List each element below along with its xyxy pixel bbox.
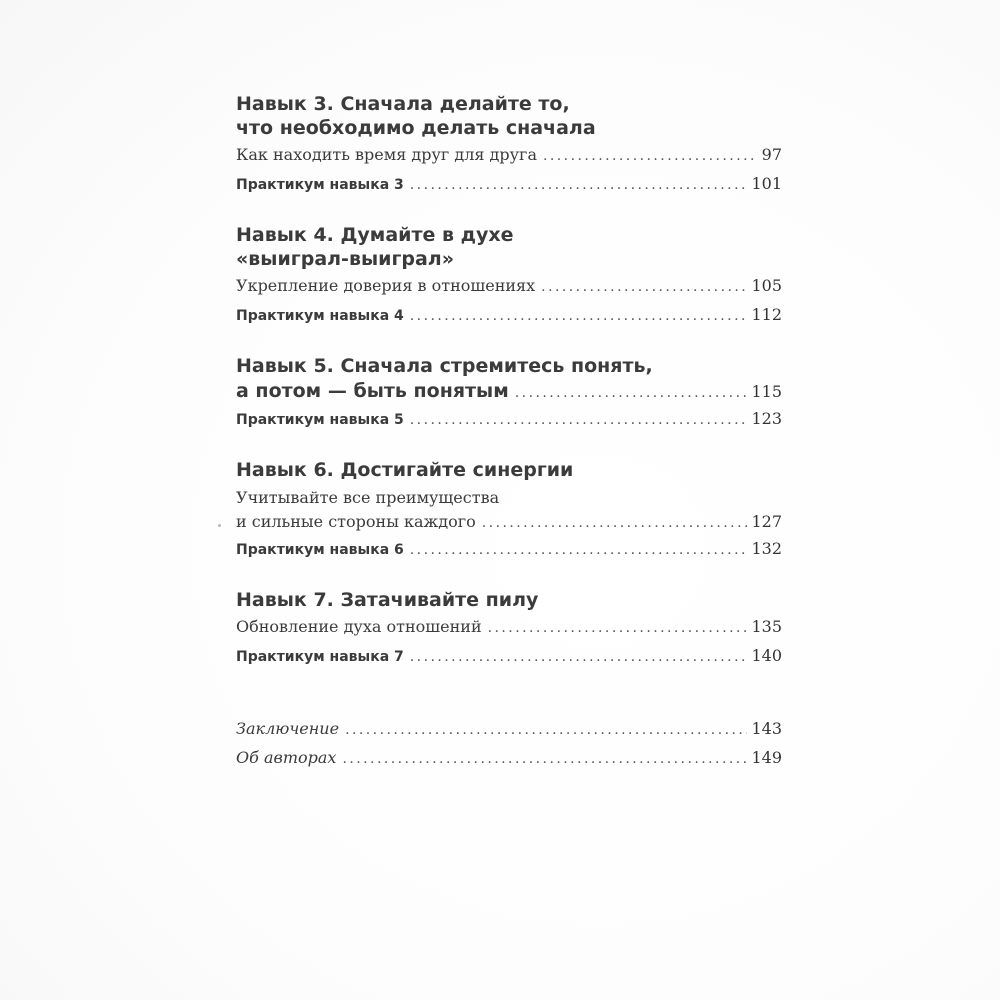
dot-leader — [543, 142, 758, 171]
section-title-continued: что необходимо делать сначала — [236, 117, 596, 139]
toc-practice-label: Практикум навыка 3 — [236, 177, 404, 193]
toc-practice-entry[interactable] — [236, 404, 782, 433]
toc-entry-conclusion[interactable] — [236, 714, 782, 743]
toc-entry-label: Обновление духа отношений — [236, 617, 482, 636]
toc-entry-label: Заключение — [236, 719, 340, 738]
toc-page-number: 123 — [751, 409, 782, 428]
toc-section-habit-5 — [236, 354, 782, 433]
section-title-continued: «выиграл-выиграл» — [236, 248, 454, 270]
toc-practice-entry[interactable] — [236, 641, 782, 670]
toc-practice-label: Практикум навыка 5 — [236, 412, 404, 428]
toc-practice-label: Практикум навыка 4 — [236, 308, 404, 324]
toc-practice-entry[interactable] — [236, 300, 782, 329]
toc-page-number: 135 — [751, 617, 782, 636]
toc-practice-entry[interactable] — [236, 534, 782, 563]
toc-entry[interactable] — [236, 510, 782, 534]
section-title: Навык 6. Достигайте синергии — [236, 459, 574, 481]
dot-leader — [410, 536, 748, 565]
dot-leader — [410, 406, 748, 435]
toc-page-number: 112 — [751, 305, 782, 324]
toc-entry[interactable] — [236, 612, 782, 641]
toc-practice-entry[interactable] — [236, 169, 782, 198]
toc-page-number: 105 — [751, 276, 782, 295]
dot-leader — [515, 380, 748, 406]
dot-leader — [410, 171, 748, 200]
dot-leader — [410, 643, 748, 672]
section-title: Навык 3. Сначала делайте то, — [236, 93, 570, 115]
toc-page-number: 115 — [751, 382, 782, 401]
page-speck — [218, 524, 221, 527]
dot-leader — [342, 745, 747, 774]
toc-entry-label-line: Учитывайте все преимущества — [236, 488, 500, 507]
toc-entry[interactable] — [236, 140, 782, 169]
section-title-continued: а потом — быть понятым — [236, 380, 509, 402]
toc-page-number: 143 — [751, 719, 782, 738]
toc-section-habit-4 — [236, 223, 782, 329]
toc-section-habit-3 — [236, 92, 782, 198]
toc-entry-label: Укрепление доверия в отношениях — [236, 276, 536, 295]
toc-entry-label: Об авторах — [236, 748, 337, 767]
toc-practice-label: Практикум навыка 6 — [236, 542, 404, 558]
toc-section-habit-7 — [236, 588, 782, 670]
toc-practice-label: Практикум навыка 7 — [236, 649, 404, 665]
toc-entry-label: Как находить время друг для друга — [236, 145, 537, 164]
toc-title-entry[interactable] — [236, 378, 782, 404]
toc-page-number: 149 — [751, 748, 782, 767]
toc-page-number: 97 — [761, 145, 782, 164]
dot-leader — [345, 716, 747, 745]
toc-section-habit-6 — [236, 458, 782, 563]
dot-leader — [488, 614, 748, 643]
dot-leader — [541, 273, 747, 302]
toc-entry-label: и сильные стороны каждого — [236, 512, 476, 531]
toc-entry-about-authors[interactable] — [236, 743, 782, 772]
toc-page-number: 140 — [751, 646, 782, 665]
toc-page-number: 132 — [751, 539, 782, 558]
toc-page-number: 101 — [751, 174, 782, 193]
section-title: Навык 5. Сначала стремитесь понять, — [236, 355, 653, 377]
toc-back-matter — [236, 714, 782, 772]
dot-leader — [410, 302, 748, 331]
dot-leader — [482, 511, 748, 535]
toc-page-number: 127 — [751, 512, 782, 531]
toc-entry[interactable] — [236, 271, 782, 300]
section-title: Навык 4. Думайте в духе — [236, 224, 514, 246]
table-of-contents — [236, 92, 782, 772]
section-title: Навык 7. Затачивайте пилу — [236, 589, 539, 611]
